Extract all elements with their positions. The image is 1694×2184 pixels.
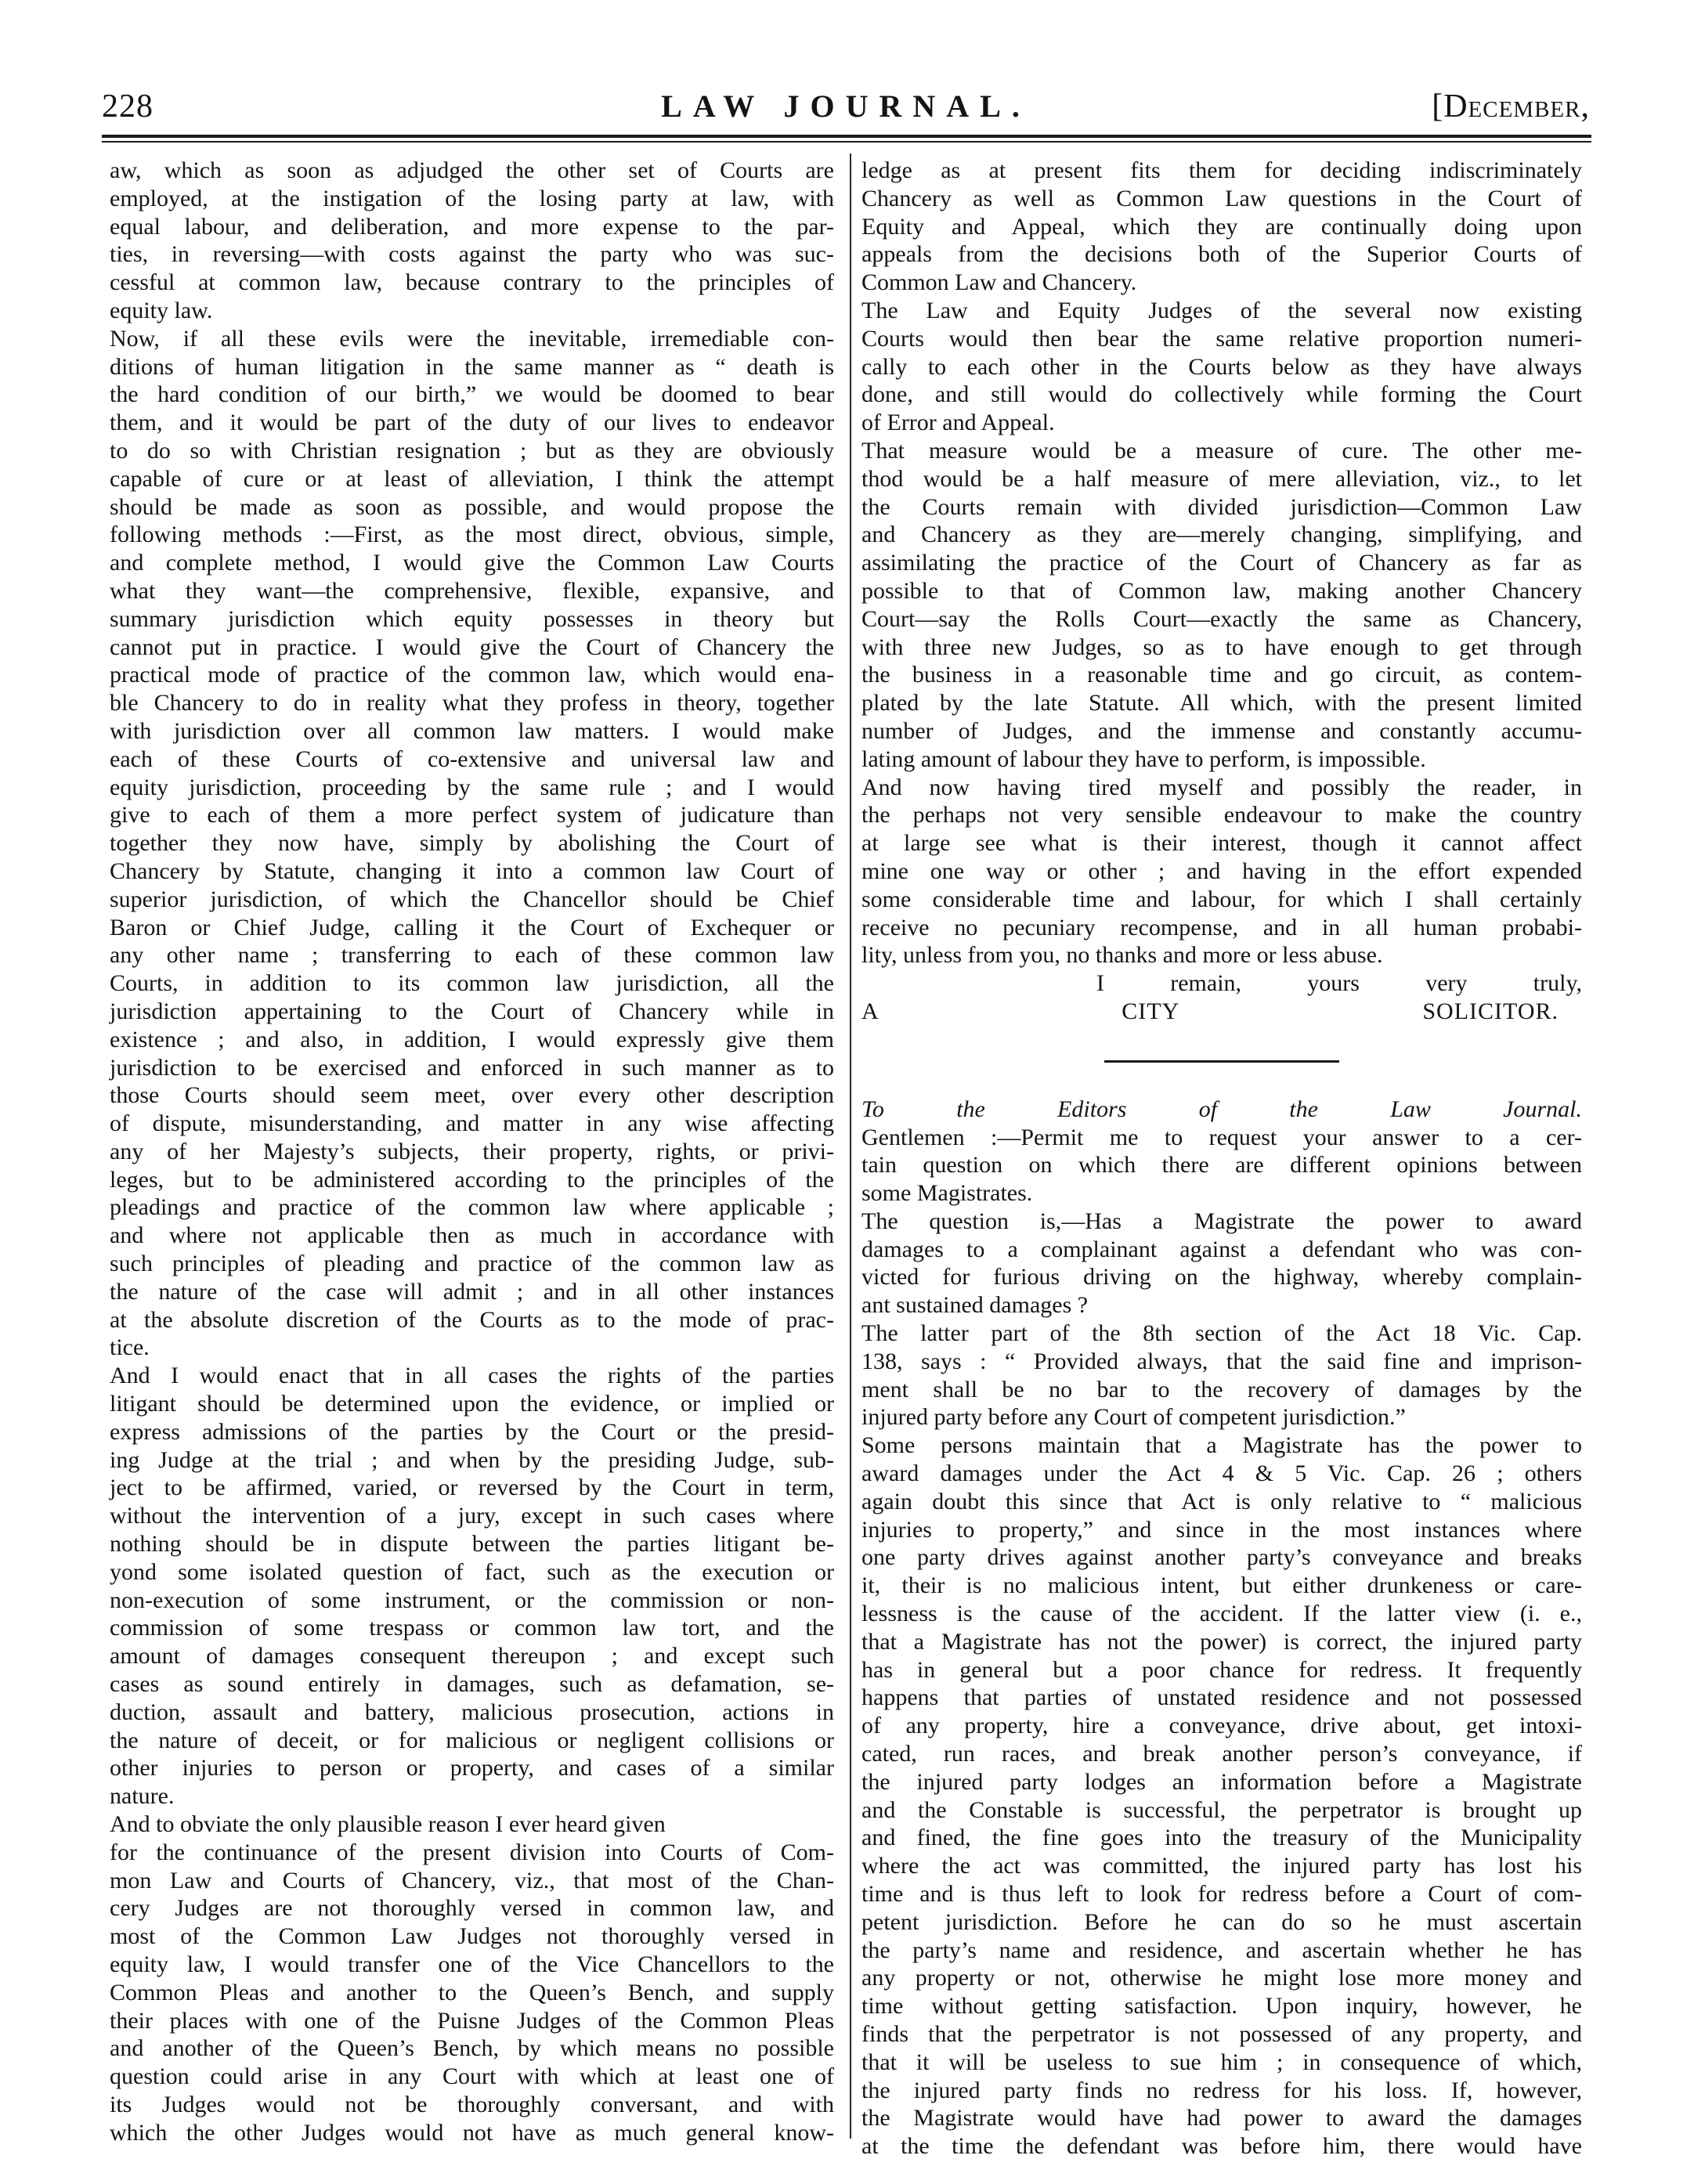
text-line: Court—say the Rolls Court—exactly the same as Chancery, bbox=[861, 605, 1582, 632]
right-column bbox=[861, 157, 1582, 2161]
text-line: injuries to property,” and since in the most instances where bbox=[861, 1516, 1582, 1543]
text-line: The latter part of the 8th section of the Act 18 Vic. Cap. bbox=[861, 1320, 1582, 1347]
text-line: possible to that of Common law, making another Chancery bbox=[861, 577, 1582, 604]
text-line: ties, in reversing—with costs against the party who was suc- bbox=[110, 241, 834, 268]
text-line: yond some isolated question of fact, such as the execution or bbox=[110, 1558, 834, 1585]
text-line: existence ; and also, in addition, I would expressly give them bbox=[110, 1026, 834, 1052]
text-line: done, and still would do collectively while forming the Court bbox=[861, 381, 1582, 408]
text-line: receive no pecuniary recompense, and in all human probabi- bbox=[861, 914, 1582, 940]
text-line: And to obviate the only plausible reason I ever heard given bbox=[110, 1811, 666, 1838]
text-line: mon Law and Courts of Chancery, viz., that most of the Chan- bbox=[110, 1867, 834, 1893]
text-line: some Magistrates. bbox=[861, 1180, 1033, 1207]
text-line: injured party before any Court of competent jurisdiction.” bbox=[861, 1404, 1406, 1431]
text-line: Chancery by Statute, changing it into a common law Court of bbox=[110, 857, 834, 884]
column-divider bbox=[850, 153, 851, 2139]
text-line: at the absolute discretion of the Courts as to the mode of prac- bbox=[110, 1306, 834, 1333]
text-line: lating amount of labour they have to perform, is impossible. bbox=[861, 745, 1426, 772]
page-header bbox=[102, 88, 1590, 135]
text-line: of any property, hire a conveyance, drive about, get intoxi- bbox=[861, 1713, 1582, 1739]
text-line: lity, unless from you, no thanks and more or less abuse. bbox=[861, 942, 1383, 969]
text-line: has in general but a poor chance for redress. It frequently bbox=[861, 1656, 1582, 1683]
text-line: ant sustained damages ? bbox=[861, 1292, 1089, 1319]
text-line: Now, if all these evils were the inevitable, irremediable con- bbox=[110, 325, 834, 352]
text-line: ment shall be no bar to the recovery of damages by the bbox=[861, 1376, 1582, 1402]
text-line: And I would enact that in all cases the rights of the parties bbox=[110, 1363, 834, 1389]
text-line: jurisdiction to be exercised and enforced in such manner as to bbox=[110, 1054, 834, 1081]
text-line: of Error and Appeal. bbox=[861, 410, 1055, 436]
text-line: other injuries to person or property, and cases of a similar bbox=[110, 1755, 834, 1781]
letter-one-body bbox=[861, 157, 1582, 969]
text-line: aw, which as soon as adjudged the other set of Courts are bbox=[110, 157, 834, 183]
text-line: and the Constable is successful, the perpetrator is brought up bbox=[861, 1796, 1582, 1823]
text-line: where the act was committed, the injured party has lost his bbox=[861, 1853, 1582, 1879]
text-line: appeals from the decisions both of the Superior Courts of bbox=[861, 241, 1582, 268]
text-line: capable of cure or at least of alleviation, I think the attempt bbox=[110, 465, 834, 492]
text-line: That measure would be a measure of cure. The other me- bbox=[861, 437, 1582, 464]
text-line: practical mode of practice of the common law, which would ena- bbox=[110, 662, 834, 688]
text-line: and where not applicable then as much in accordance with bbox=[110, 1222, 834, 1249]
left-column bbox=[110, 157, 834, 2147]
section-separator bbox=[1104, 1060, 1339, 1063]
text-line: award damages under the Act 4 & 5 Vic. Cap. 26 ; others bbox=[861, 1460, 1582, 1487]
text-line: number of Judges, and the immense and constantly accumu- bbox=[861, 717, 1582, 744]
text-line: them, and it would be part of the duty of our lives to endeavor bbox=[110, 410, 834, 436]
text-line: of dispute, misunderstanding, and matter in any wise affecting bbox=[110, 1110, 834, 1137]
text-line: cated, run races, and break another person’s conveyance, if bbox=[861, 1741, 1582, 1767]
text-line: each of these Courts of co-extensive and universal law and bbox=[110, 745, 834, 772]
text-line: cally to each other in the Courts below as they have always bbox=[861, 353, 1582, 380]
text-line: express admissions of the parties by the Court or the presid- bbox=[110, 1418, 834, 1445]
text-line: happens that parties of unstated residence and not possessed bbox=[861, 1684, 1582, 1711]
text-line: Common Law and Chancery. bbox=[861, 269, 1137, 296]
text-line: equity law, I would transfer one of the Vice Chancellors to the bbox=[110, 1951, 834, 1977]
text-line: The Law and Equity Judges of the several now existing bbox=[861, 297, 1582, 323]
text-line: time without getting satisfaction. Upon inquiry, however, he bbox=[861, 1993, 1582, 2020]
header-rule-thick bbox=[102, 135, 1591, 138]
text-line: it, their is no malicious intent, but either drunkeness or care- bbox=[861, 1572, 1582, 1599]
text-line: that a Magistrate has not the power) is correct, the injured party bbox=[861, 1628, 1582, 1655]
text-line: employed, at the instigation of the losing party at law, with bbox=[110, 185, 834, 211]
text-line: following methods :—First, as the most direct, obvious, simple, bbox=[110, 522, 834, 548]
text-line: the injured party lodges an information before a Magistrate bbox=[861, 1768, 1582, 1795]
text-line: equity law. bbox=[110, 297, 213, 323]
text-line: with three new Judges, so as to have enough to get through bbox=[861, 634, 1582, 660]
text-line: cannot put in practice. I would give the Court of Chancery the bbox=[110, 634, 834, 660]
text-line: the nature of the case will admit ; and in all other instances bbox=[110, 1278, 834, 1305]
text-line: which the other Judges would not have as much general know- bbox=[110, 2119, 834, 2146]
text-line: the business in a reasonable time and go circuit, as contem- bbox=[861, 662, 1582, 688]
text-line: tain question on which there are different opinions between bbox=[861, 1152, 1582, 1179]
text-line: the hard condition of our birth,” we would be doomed to bear bbox=[110, 381, 834, 408]
text-line: and complete method, I would give the Common Law Courts bbox=[110, 550, 834, 576]
text-line: with jurisdiction over all common law matters. I would make bbox=[110, 717, 834, 744]
text-line: give to each of them a more perfect system of judicature than bbox=[110, 802, 834, 828]
text-line: cery Judges are not thoroughly versed in common law, and bbox=[110, 1895, 834, 1922]
text-line: equity jurisdiction, proceeding by the same rule ; and I would bbox=[110, 774, 834, 800]
text-line: summary jurisdiction which equity possesses in theory but bbox=[110, 605, 834, 632]
text-line: one party drives against another party’s conveyance and breaks bbox=[861, 1544, 1582, 1571]
text-line: duction, assault and battery, malicious prosecution, actions in bbox=[110, 1698, 834, 1725]
text-line: the Courts remain with divided jurisdiction—Common Law bbox=[861, 493, 1582, 520]
text-line: superior jurisdiction, of which the Chancellor should be Chief bbox=[110, 886, 834, 912]
text-line: ing Judge at the trial ; and when by the presiding Judge, sub- bbox=[110, 1446, 834, 1473]
text-line: victed for furious driving on the highway, whereby complain- bbox=[861, 1264, 1582, 1291]
text-line: time and is thus left to look for redress before a Court of com- bbox=[861, 1881, 1582, 1908]
text-line: Common Pleas and another to the Queen’s Bench, and supply bbox=[110, 1979, 834, 2005]
text-line: Gentlemen :—Permit me to request your answer to a cer- bbox=[861, 1124, 1582, 1150]
text-line: most of the Common Law Judges not thoroughly versed in bbox=[110, 1923, 834, 1950]
text-line: plated by the late Statute. All which, with the present limited bbox=[861, 690, 1582, 717]
letter-signature: A CITY SOLICITOR. bbox=[861, 998, 1559, 1024]
running-month: [December, bbox=[1432, 88, 1590, 125]
text-line: Baron or Chief Judge, calling it the Court of Exchequer or bbox=[110, 914, 834, 940]
text-line: finds that the perpetrator is not possessed of any property, and bbox=[861, 2021, 1582, 2047]
text-line: petent jurisdiction. Before he can do so he must ascertain bbox=[861, 1908, 1582, 1935]
header-rule-thin bbox=[102, 141, 1591, 143]
text-line: and fined, the fine goes into the treasury of the Municipality bbox=[861, 1825, 1582, 1851]
text-line: ledge as at present fits them for deciding indiscriminately bbox=[861, 157, 1582, 183]
text-line: tice. bbox=[110, 1334, 150, 1361]
text-line: the injured party finds no redress for his loss. If, however, bbox=[861, 2077, 1582, 2103]
text-line: should be made as soon as possible, and would propose the bbox=[110, 493, 834, 520]
text-line: the nature of deceit, or for malicious or negligent collisions or bbox=[110, 1727, 834, 1753]
text-line: The question is,—Has a Magistrate the power to award bbox=[861, 1208, 1582, 1234]
text-line: Some persons maintain that a Magistrate has the power to bbox=[861, 1432, 1582, 1459]
text-line: its Judges would not be thoroughly conversant, and with bbox=[110, 2091, 834, 2117]
letter-heading: To the Editors of the Law Journal. bbox=[861, 1096, 1582, 1122]
text-line: any of her Majesty’s subjects, their property, rights, or privi- bbox=[110, 1138, 834, 1164]
text-line: commission of some trespass or common law tort, and the bbox=[110, 1615, 834, 1641]
text-line: Chancery as well as Common Law questions in the Court of bbox=[861, 185, 1582, 211]
text-line: such principles of pleading and practice of the common law as bbox=[110, 1251, 834, 1277]
text-line: assimilating the practice of the Court of Chancery as far as bbox=[861, 550, 1582, 576]
text-line: nature. bbox=[110, 1783, 175, 1810]
running-title: LAW JOURNAL. bbox=[661, 88, 1031, 124]
text-line: for the continuance of the present division into Courts of Com- bbox=[110, 1839, 834, 1865]
text-line: ject to be affirmed, varied, or reversed by the Court in term, bbox=[110, 1475, 834, 1501]
text-line: ditions of human litigation in the same manner as “ death is bbox=[110, 353, 834, 380]
text-line: their places with one of the Puisne Judges of the Common Pleas bbox=[110, 2007, 834, 2034]
letter-closing: I remain, yours very truly, bbox=[1096, 970, 1582, 997]
text-line: mine one way or other ; and having in the effort expended bbox=[861, 857, 1582, 884]
text-line: again doubt this since that Act is only relative to “ malicious bbox=[861, 1488, 1582, 1514]
text-line: damages to a complainant against a defendant who was con- bbox=[861, 1236, 1582, 1262]
text-line: and another of the Queen’s Bench, by which means no possible bbox=[110, 2035, 834, 2062]
text-line: ble Chancery to do in reality what they profess in theory, together bbox=[110, 690, 834, 717]
text-line: non-execution of some instrument, or the commission or non- bbox=[110, 1587, 834, 1613]
text-line: nothing should be in dispute between the parties litigant be- bbox=[110, 1531, 834, 1558]
text-line: that it will be useless to sue him ; in consequence of which, bbox=[861, 2049, 1582, 2075]
text-line: amount of damages consequent thereupon ; and except such bbox=[110, 1643, 834, 1670]
text-line: pleadings and practice of the common law where applicable ; bbox=[110, 1194, 834, 1221]
text-line: litigant should be determined upon the evidence, or implied or bbox=[110, 1391, 834, 1417]
text-line: and Chancery as they are—merely changing, simplifying, and bbox=[861, 522, 1582, 548]
text-line: the perhaps not very sensible endeavour to make the country bbox=[861, 802, 1582, 828]
text-line: leges, but to be administered according to the principles of the bbox=[110, 1166, 834, 1193]
text-line: those Courts should seem meet, over every other description bbox=[110, 1082, 834, 1109]
text-line: cessful at common law, because contrary to the principles of bbox=[110, 269, 834, 296]
text-line: the Magistrate would have had power to award the damages bbox=[861, 2105, 1582, 2132]
letter-two-body bbox=[861, 1124, 1582, 2161]
text-line: to do so with Christian resignation ; but as they are obviously bbox=[110, 437, 834, 464]
text-line: equal labour, and deliberation, and more expense to the par- bbox=[110, 213, 834, 240]
text-line: thod would be a half measure of mere alleviation, viz., to let bbox=[861, 465, 1582, 492]
text-line: cases as sound entirely in damages, such as defamation, se- bbox=[110, 1671, 834, 1698]
text-line: at the time the defendant was before him, there would have bbox=[861, 2133, 1582, 2160]
text-line: together they now have, simply by abolishing the Court of bbox=[110, 830, 834, 857]
text-line: Courts would then bear the same relative proportion numeri- bbox=[861, 325, 1582, 352]
text-line: some considerable time and labour, for which I shall certainly bbox=[861, 886, 1582, 912]
text-line: the party’s name and residence, and ascertain whether he has bbox=[861, 1937, 1582, 1963]
text-line: any other name ; transferring to each of these common law bbox=[110, 942, 834, 969]
page-number: 228 bbox=[102, 88, 154, 125]
text-line: lessness is the cause of the accident. If the latter view (i. e., bbox=[861, 1601, 1582, 1627]
text-line: 138, says : “ Provided always, that the said fine and imprison- bbox=[861, 1348, 1582, 1374]
text-line: without the intervention of a jury, except in such cases where bbox=[110, 1503, 834, 1529]
text-line: any property or not, otherwise he might lose more money and bbox=[861, 1965, 1582, 1991]
text-line: Equity and Appeal, which they are continually doing upon bbox=[861, 213, 1582, 240]
text-line: Courts, in addition to its common law jurisdiction, all the bbox=[110, 970, 834, 997]
text-line: jurisdiction appertaining to the Court of Chancery while in bbox=[110, 998, 834, 1024]
text-line: question could arise in any Court with which at least one of bbox=[110, 2063, 834, 2090]
text-line: at large see what is their interest, though it cannot affect bbox=[861, 830, 1582, 857]
text-line: what they want—the comprehensive, flexible, expansive, and bbox=[110, 577, 834, 604]
text-line: And now having tired myself and possibly the reader, in bbox=[861, 774, 1582, 800]
